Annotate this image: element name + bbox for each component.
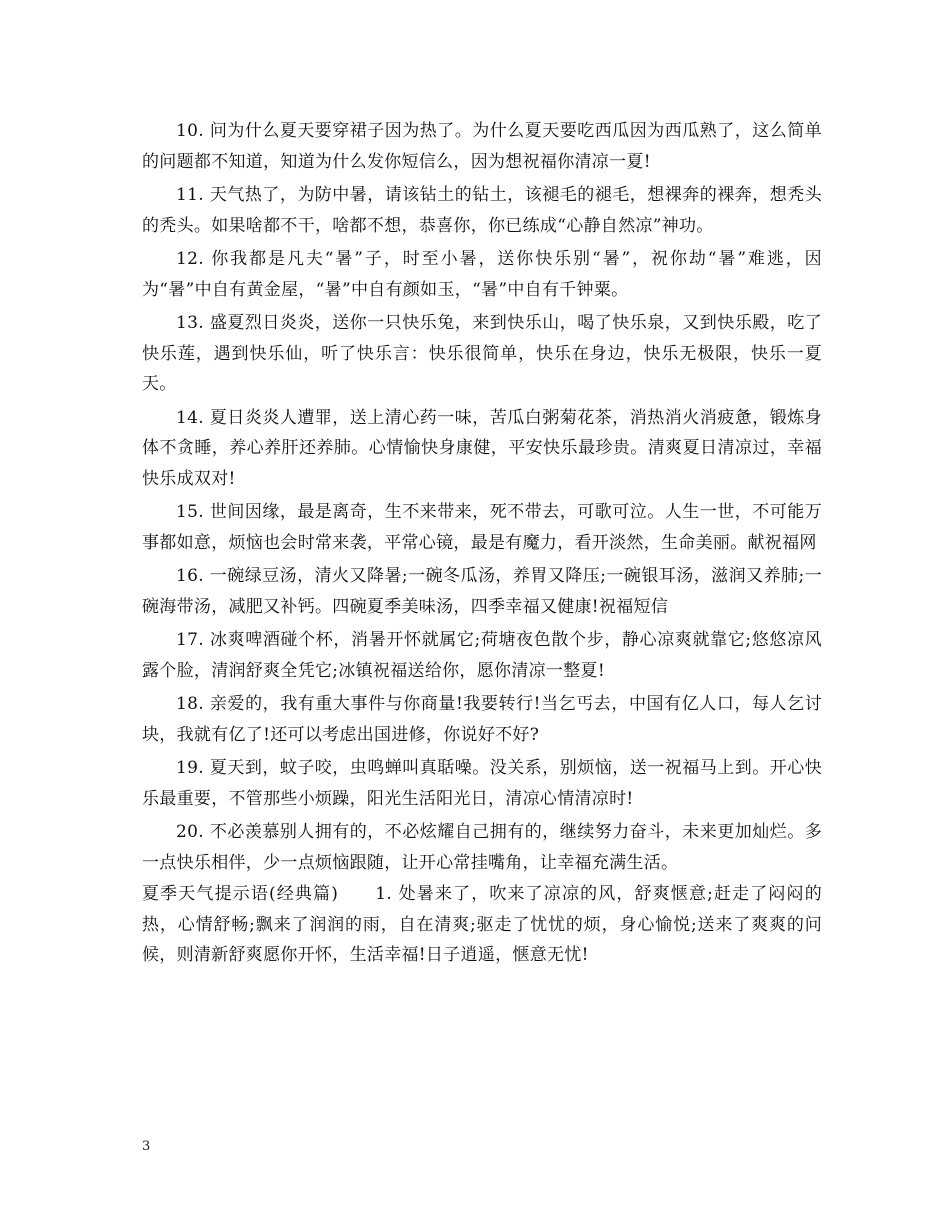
paragraph: 20. 不必羡慕别人拥有的，不必炫耀自己拥有的，继续努力奋斗，未来更加灿烂。多一点快乐相伴，少一点烦恼跟随，让开心常挂嘴角，让幸福充满生活。 <box>142 822 822 873</box>
document-body <box>142 116 822 974</box>
page-number: 3 <box>142 1139 151 1154</box>
section-paragraph: 夏季天气提示语(经典篇) 1. 处暑来了，吹来了凉凉的风，舒爽惬意;赶走了闷闷的热，心情舒畅;飘来了润润的雨，自在清爽;驱走了忧忧的烦，身心愉悦;送来了爽爽的问候，则清新舒爽愿你开怀，生活幸福!日子逍遥，惬意无忧! <box>142 884 822 965</box>
paragraph: 16. 一碗绿豆汤，清火又降暑;一碗冬瓜汤，养胃又降压;一碗银耳汤，滋润又养肺;一碗海带汤，减肥又补钙。四碗夏季美味汤，四季幸福又健康!祝福短信 <box>142 566 822 617</box>
paragraph: 15. 世间因缘，最是离奇，生不来带来，死不带去，可歌可泣。人生一世，不可能万事都如意，烦恼也会时常来袭，平常心镜，最是有魔力，看开淡然，生命美丽。献祝福网 <box>142 502 822 553</box>
paragraph: 13. 盛夏烈日炎炎，送你一只快乐兔，来到快乐山，喝了快乐泉，又到快乐殿，吃了快乐莲，遇到快乐仙，听了快乐言：快乐很简单，快乐在身边，快乐无极限，快乐一夏天。 <box>142 313 822 394</box>
paragraph: 12. 你我都是凡夫“暑”子，时至小暑，送你快乐别“暑”，祝你劫“暑”难逃，因为“暑”中自有黄金屋，“暑”中自有颜如玉，“暑”中自有千钟粟。 <box>142 249 822 300</box>
paragraph: 10. 问为什么夏天要穿裙子因为热了。为什么夏天要吃西瓜因为西瓜熟了，这么简单的问题都不知道，知道为什么发你短信么，因为想祝福你清凉一夏! <box>142 121 822 172</box>
paragraph: 18. 亲爱的，我有重大事件与你商量!我要转行!当乞丐去，中国有亿人口，每人乞讨块，我就有亿了!还可以考虑出国进修，你说好不好? <box>142 694 822 745</box>
paragraph: 19. 夏天到，蚊子咬，虫鸣蝉叫真聒噪。没关系，别烦恼，送一祝福马上到。开心快乐最重要，不管那些小烦躁，阳光生活阳光日，清凉心情清凉时! <box>142 758 822 809</box>
paragraph: 17. 冰爽啤酒碰个杯，消暑开怀就属它;荷塘夜色散个步，静心凉爽就靠它;悠悠凉风露个脸，清润舒爽全凭它;冰镇祝福送给你，愿你清凉一整夏! <box>142 630 822 681</box>
paragraph: 11. 天气热了，为防中暑，请该钻土的钻土，该褪毛的褪毛，想裸奔的裸奔，想秃头的秃头。如果啥都不干，啥都不想，恭喜你，你已练成“心静自然凉”神功。 <box>142 185 822 236</box>
paragraph: 14. 夏日炎炎人遭罪，送上清心药一味，苦瓜白粥菊花茶，消热消火消疲惫，锻炼身体不贪睡，养心养肝还养肺。心情愉快身康健，平安快乐最珍贵。清爽夏日清凉过，幸福快乐成双对! <box>142 407 822 489</box>
